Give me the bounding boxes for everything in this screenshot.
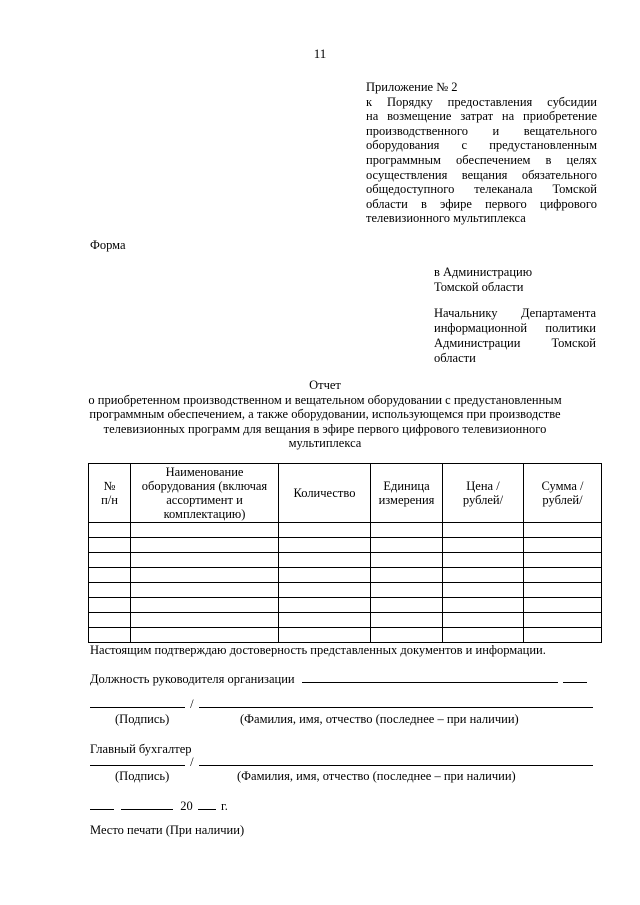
table-cell[interactable]: [131, 583, 279, 598]
position-field[interactable]: [302, 670, 558, 683]
table-cell[interactable]: [371, 598, 443, 613]
table-cell[interactable]: [443, 583, 524, 598]
table-cell[interactable]: [89, 538, 131, 553]
table-cell[interactable]: [279, 613, 371, 628]
table-row: [89, 553, 602, 568]
col-price-header: Цена /рублей/: [443, 464, 524, 523]
col-name-header: Наименование оборудования (включая ассортимент и комплектацию): [131, 464, 279, 523]
director-fio-field[interactable]: [199, 695, 593, 708]
table-cell[interactable]: [371, 613, 443, 628]
date-row: [90, 797, 228, 814]
table-cell[interactable]: [524, 583, 602, 598]
table-row: [89, 523, 602, 538]
table-cell[interactable]: [371, 568, 443, 583]
table-cell[interactable]: [524, 523, 602, 538]
table-cell[interactable]: [89, 598, 131, 613]
table-cell[interactable]: [443, 613, 524, 628]
form-label: Форма: [90, 238, 126, 252]
table-cell[interactable]: [524, 628, 602, 643]
table-cell[interactable]: [279, 523, 371, 538]
table-cell[interactable]: [524, 538, 602, 553]
table-cell[interactable]: [131, 628, 279, 643]
accountant-signature-field[interactable]: [90, 753, 185, 766]
table-cell[interactable]: [371, 538, 443, 553]
director-signature-field[interactable]: [90, 695, 185, 708]
table-cell[interactable]: [443, 568, 524, 583]
table-row: [89, 538, 602, 553]
appendix-line: к Порядку предоставления субсидии: [366, 94, 597, 109]
director-signature-row: [90, 695, 593, 712]
table-cell[interactable]: [131, 523, 279, 538]
table-header-row: [89, 464, 602, 523]
table-row: [89, 628, 602, 643]
appendix-line: производственного и вещательного: [366, 123, 597, 138]
date-day-field[interactable]: [90, 797, 114, 810]
table-cell[interactable]: [371, 553, 443, 568]
recipient-admin-line: Томской области: [434, 280, 524, 294]
fio-caption: (Фамилия, имя, отчество (последнее – при наличии): [240, 712, 519, 726]
table-cell[interactable]: [279, 628, 371, 643]
appendix-line: программным обеспечением в целях: [366, 152, 597, 167]
table-cell[interactable]: [89, 628, 131, 643]
appendix-line: осуществления вещания обязательного: [366, 167, 597, 182]
table-cell[interactable]: [443, 523, 524, 538]
chief-accountant-label: Главный бухгалтер: [90, 742, 192, 756]
table-cell[interactable]: [443, 538, 524, 553]
table-row: [89, 598, 602, 613]
table-cell[interactable]: [524, 598, 602, 613]
equipment-table: [88, 463, 602, 643]
table-cell[interactable]: [279, 583, 371, 598]
table-cell[interactable]: [89, 568, 131, 583]
table-cell[interactable]: [279, 553, 371, 568]
table-cell[interactable]: [131, 613, 279, 628]
table-cell[interactable]: [89, 523, 131, 538]
report-title: Отчет: [309, 378, 341, 392]
signature-caption: (Подпись): [115, 769, 170, 783]
date-year-suffix: г.: [221, 799, 228, 813]
table-cell[interactable]: [443, 598, 524, 613]
table-cell[interactable]: [524, 613, 602, 628]
table-row: [89, 613, 602, 628]
position-field-tail: [563, 670, 587, 683]
recipient-administration: [434, 265, 532, 295]
appendix-line: телевизионного мультиплекса: [366, 211, 526, 226]
recipient-admin-line: в Администрацию: [434, 265, 533, 279]
accountant-signature-row: [90, 753, 593, 770]
table-cell[interactable]: [131, 568, 279, 583]
table-cell[interactable]: [371, 583, 443, 598]
table-cell[interactable]: [443, 553, 524, 568]
position-label: Должность руководителя организации: [90, 672, 295, 686]
page-number: 11: [313, 46, 327, 61]
date-year-field[interactable]: [198, 797, 216, 810]
table-cell[interactable]: [371, 628, 443, 643]
recipient-head-line: информационной политики: [434, 321, 596, 335]
table-row: [89, 568, 602, 583]
recipient-head-line: Начальнику Департамента: [434, 306, 596, 320]
seal-label: Место печати (При наличии): [90, 823, 245, 837]
report-heading: [80, 378, 570, 451]
col-unit-header: Единица измерения: [371, 464, 443, 523]
appendix-title: Приложение № 2: [366, 80, 458, 94]
accountant-fio-field[interactable]: [199, 753, 593, 766]
col-number-header: № п/н: [89, 464, 131, 523]
table-cell[interactable]: [89, 553, 131, 568]
table-cell[interactable]: [279, 598, 371, 613]
table-row: [89, 583, 602, 598]
recipient-department-head: [434, 306, 596, 366]
table-cell[interactable]: [89, 613, 131, 628]
table-cell[interactable]: [524, 568, 602, 583]
position-row: [90, 670, 587, 687]
recipient-head-line: области: [434, 351, 476, 365]
date-year-prefix: 20: [180, 799, 193, 813]
recipient-head-line: Администрации Томской: [434, 336, 596, 350]
table-cell[interactable]: [89, 583, 131, 598]
table-cell[interactable]: [524, 553, 602, 568]
report-subtitle: о приобретенном производственном и вещательном оборудовании с предустановленным программным обеспечением, а также оборудовании, использующемся при производстве телевизионных программ для вещания в эфире первого цифрового телевизионного мультиплекса: [88, 392, 562, 451]
appendix-header: [366, 80, 597, 226]
table-cell[interactable]: [371, 523, 443, 538]
table-cell[interactable]: [279, 568, 371, 583]
appendix-line: оборудования с предустановленным: [366, 138, 597, 153]
appendix-line: общедоступного телеканала Томской: [366, 182, 597, 197]
table-cell[interactable]: [131, 598, 279, 613]
col-sum-header: Сумма /рублей/: [524, 464, 602, 523]
appendix-line: на возмещение затрат на приобретение: [366, 109, 597, 124]
signature-separator: /: [190, 755, 194, 769]
table-cell[interactable]: [443, 628, 524, 643]
date-month-field[interactable]: [121, 797, 173, 810]
appendix-line: области в эфире первого цифрового: [366, 196, 597, 211]
confirmation-statement: Настоящим подтверждаю достоверность представленных документов и информации.: [90, 643, 546, 657]
table-cell[interactable]: [131, 553, 279, 568]
signature-separator: /: [190, 697, 194, 711]
signature-caption: (Подпись): [115, 712, 170, 726]
col-quantity-header: Количество: [279, 464, 371, 523]
table-cell[interactable]: [131, 538, 279, 553]
fio-caption: (Фамилия, имя, отчество (последнее – при наличии): [237, 769, 516, 783]
table-cell[interactable]: [279, 538, 371, 553]
